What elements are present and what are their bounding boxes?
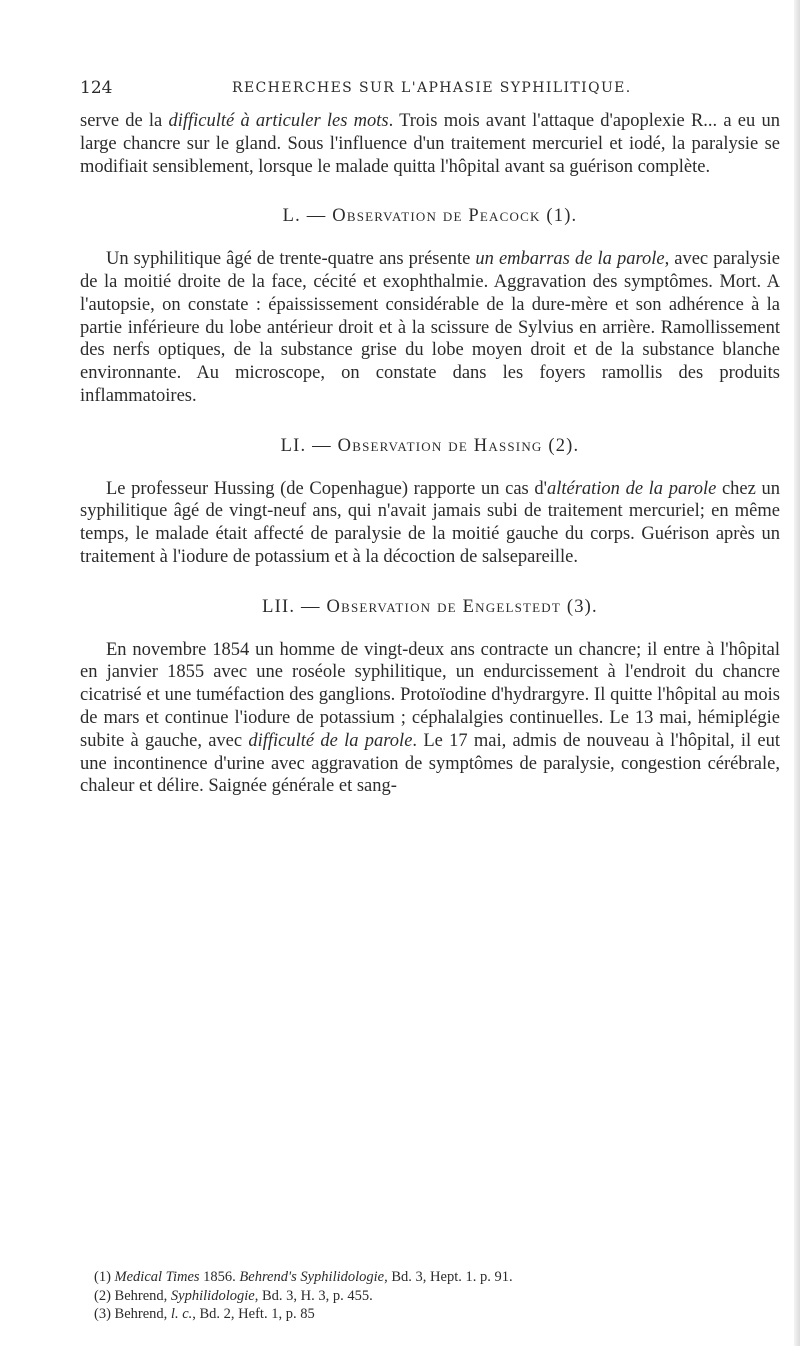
- obs-lii-emphasis: difficulté de la parole: [248, 730, 413, 751]
- heading-observation-lii: LII. — Observation de Engelstedt (3).: [262, 596, 598, 617]
- intro-text-2: . Trois mois avant l'attaque d'apoplexie R... a eu un large chancre sur le gland. Sous l'influence d'un traitement mercuriel et iodé, la paralysie se modifiait sensiblement, lorsque le malade quitta l'hôpital avant sa guérison complète.: [80, 111, 780, 177]
- obs-lii-text-1: En novembre 1854 un homme de vingt-deux ans contracte un chancre; il entre à l'hôpital en janvier 1855 avec une roséole syphilitique, un endurcissement à l'endroit du chancre cicatrisé et une tuméfaction des ganglions. Protoïodine d'hydrargyre. Il quitte l'hôpital au mois de mars et continue l'iodure de potassium ; céphalalgies continuelles. Le 13 mai, hémiplégie subite à gauche, avec: [80, 639, 780, 751]
- footnote-mark: (2): [94, 1287, 115, 1304]
- footnote-emphasis: Medical Times: [114, 1269, 200, 1285]
- obs-l-emphasis: un embarras de la parole: [475, 249, 665, 270]
- page-number: 124: [80, 78, 113, 98]
- footnote-2: [80, 1287, 780, 1306]
- heading-observation-l: L. — Observation de Peacock (1).: [282, 206, 578, 227]
- obs-li-emphasis: altération de la parole: [546, 478, 717, 499]
- heading-observation-li: LI. — Observation de Hassing (2).: [280, 435, 580, 456]
- footnote-emphasis: Syphilidologie: [170, 1287, 255, 1304]
- footnote-mark: (1): [94, 1269, 115, 1285]
- intro-paragraph: [80, 110, 780, 178]
- footnote-text: , Bd. 3, Hept. 1. p. 91.: [384, 1269, 513, 1285]
- body-text: [80, 110, 780, 798]
- paragraph-observation-l: [80, 248, 780, 408]
- running-title: RECHERCHES SUR L'APHASIE SYPHILITIQUE.: [232, 80, 632, 96]
- footnotes: [80, 1268, 780, 1324]
- obs-l-text-2: , avec paralysie de la moitié droite de la face, cécité et exophthalmie. Aggravation des symptômes. Mort. A l'autopsie, on constate : épaississement considérable de la dure-mère et son adhérence à la partie inférieure du lobe antérieur droit et à la scissure de Sylvius en arrière. Ramollissement des nerfs optiques, de la substance grise du lobe moyen droit et de la substance blanche environnante. Au microscope, on constate dans les foyers ramollis des produits inflammatoires.: [80, 249, 780, 406]
- footnote-emphasis: l. c.: [170, 1306, 193, 1322]
- obs-li-text-1: Le professeur Hussing (de Copenhague) rapporte un cas d': [106, 478, 547, 499]
- obs-lii-text-2: . Le 17 mai, admis de nouveau à l'hôpital, il eut une incontinence d'urine avec aggravation de symptômes de paralysie, congestion cérébrale, chaleur et délire. Saignée générale et sang-: [80, 730, 781, 797]
- footnote-mark: (3): [94, 1306, 115, 1322]
- footnote-text: 1856.: [199, 1269, 240, 1285]
- page-edge-shadow: [794, 0, 800, 1346]
- footnote-3: [80, 1305, 780, 1324]
- intro-emphasis: difficulté à articuler les mots: [168, 111, 389, 131]
- footnote-emphasis: Behrend's Syphilidologie: [239, 1269, 385, 1285]
- intro-text-1: serve de la: [80, 111, 169, 131]
- obs-l-text-1: Un syphilitique âgé de trente-quatre ans présente: [106, 249, 476, 270]
- footnote-text: Behrend,: [114, 1306, 171, 1322]
- footnote-1: [80, 1268, 780, 1287]
- footnote-text: Behrend,: [114, 1287, 171, 1304]
- footnote-text: , Bd. 3, H. 3, p. 455.: [254, 1287, 373, 1304]
- footnote-text: , Bd. 2, Heft. 1, p. 85: [192, 1306, 315, 1322]
- paragraph-observation-lii: [80, 639, 780, 799]
- obs-li-text-2: chez un syphilitique âgé de vingt-neuf ans, qui n'avait jamais subi de traitement mercuriel; en même temps, le malade était affecté de paralysie de la moitié gauche du corps. Guérison après un traitement à l'iodure de potassium et à la décoction de salsepareille.: [80, 478, 780, 567]
- paragraph-observation-li: [80, 478, 780, 569]
- running-header: [80, 78, 780, 102]
